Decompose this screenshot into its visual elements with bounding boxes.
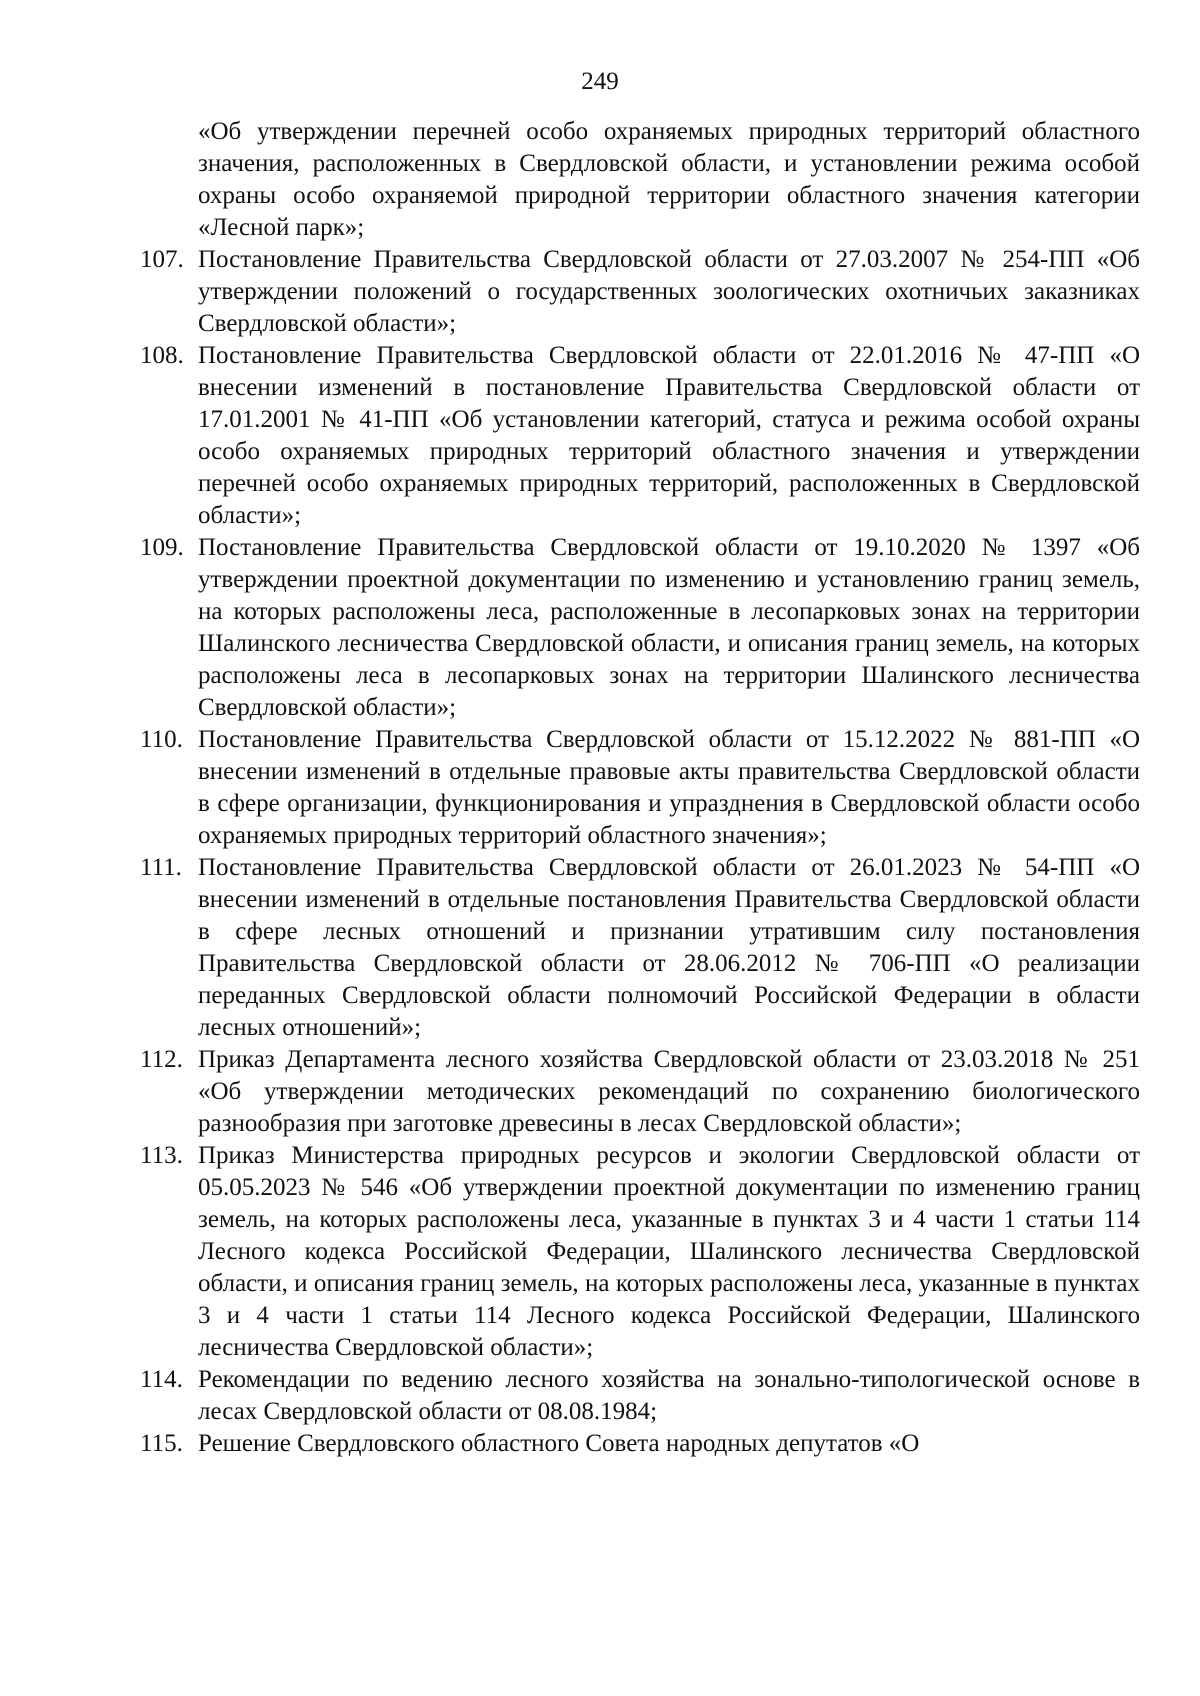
list-item: [140, 724, 1140, 852]
list-item: [140, 1140, 1140, 1364]
list-item-text: Приказ Министерства природных ресурсов и экологии Свердловской области от 05.05.2023 № 546 «Об утверждении проектной документации по изменению границ земель, на которых расположены леса, указанные в пунктах 3 и 4 части 1 статьи 114 Лесного кодекса Российской Федерации, Шалинского лесничества Свердловской области, и описания границ земель, на которых расположены леса, указанные в пунктах 3 и 4 части 1 статьи 114 Лесного кодекса Российской Федерации, Шалинского лесничества Свердловской области»;: [198, 1142, 1140, 1361]
list-item-number: 113.: [140, 1142, 183, 1169]
page-number: 249: [581, 68, 619, 95]
list-item-text: Постановление Правительства Свердловской области от 22.01.2016 № 47-ПП «О внесении изменений в постановление Правительства Свердловской области от 17.01.2001 № 41-ПП «Об установлении категорий, статуса и режима особой охраны особо охраняемых природных территорий областного значения и утверждении перечней особо охраняемых природных территорий, расположенных в Свердловской области»;: [198, 342, 1140, 529]
list-item-number: 114.: [140, 1366, 183, 1393]
list-item: [140, 1428, 1140, 1460]
list-item-text: Рекомендации по ведению лесного хозяйства на зонально-типологической основе в лесах Свердловской области от 08.08.1984;: [198, 1366, 1140, 1425]
list-item: [140, 532, 1140, 724]
list-item-number: 107.: [140, 246, 184, 273]
list-item-text: Постановление Правительства Свердловской области от 15.12.2022 № 881-ПП «О внесении изменений в отдельные правовые акты правительства Свердловской области в сфере организации, функционирования и упразднения в Свердловской области особо охраняемых природных территорий областного значения»;: [198, 726, 1140, 849]
list-item-number: 112.: [140, 1046, 183, 1073]
list-item-number: 109.: [140, 534, 184, 561]
list-item-number: 108.: [140, 342, 184, 369]
list-item: [140, 1044, 1140, 1140]
list-item-text: Постановление Правительства Свердловской области от 27.03.2007 № 254-ПП «Об утверждении положений о государственных зоологических охотничьих заказниках Свердловской области»;: [198, 246, 1140, 337]
continued-text: [140, 116, 1140, 244]
list-item: [140, 340, 1140, 532]
list-item: [140, 1364, 1140, 1428]
list-item-text: Постановление Правительства Свердловской области от 26.01.2023 № 54-ПП «О внесении изменений в отдельные постановления Правительства Свердловской области в сфере лесных отношений и признании утратившим силу постановления Правительства Свердловской области от 28.06.2012 № 706-ПП «О реализации переданных Свердловской области полномочий Российской Федерации в области лесных отношений»;: [198, 854, 1140, 1041]
list-item-text: Постановление Правительства Свердловской области от 19.10.2020 № 1397 «Об утверждении проектной документации по изменению и установлению границ земель, на которых расположены леса, расположенные в лесопарковых зонах на территории Шалинского лесничества Свердловской области, и описания границ земель, на которых расположены леса в лесопарковых зонах на территории Шалинского лесничества Свердловской области»;: [198, 534, 1140, 721]
document-body: [140, 116, 1140, 1460]
list-item: [140, 852, 1140, 1044]
list-item: [140, 244, 1140, 340]
list-item-text: Приказ Департамента лесного хозяйства Свердловской области от 23.03.2018 № 251 «Об утверждении методических рекомендаций по сохранению биологического разнообразия при заготовке древесины в лесах Свердловской области»;: [198, 1046, 1140, 1137]
list-item-number: 115.: [140, 1430, 183, 1457]
continued-text-content: «Об утверждении перечней особо охраняемых природных территорий областного значения, расположенных в Свердловской области, и установлении режима особой охраны особо охраняемой природной территории областного значения категории «Лесной парк»;: [198, 118, 1140, 241]
list-item-number: 110.: [140, 726, 183, 753]
list-item-number: 111.: [140, 854, 182, 881]
list-item-text: Решение Свердловского областного Совета народных депутатов «О: [198, 1430, 920, 1457]
